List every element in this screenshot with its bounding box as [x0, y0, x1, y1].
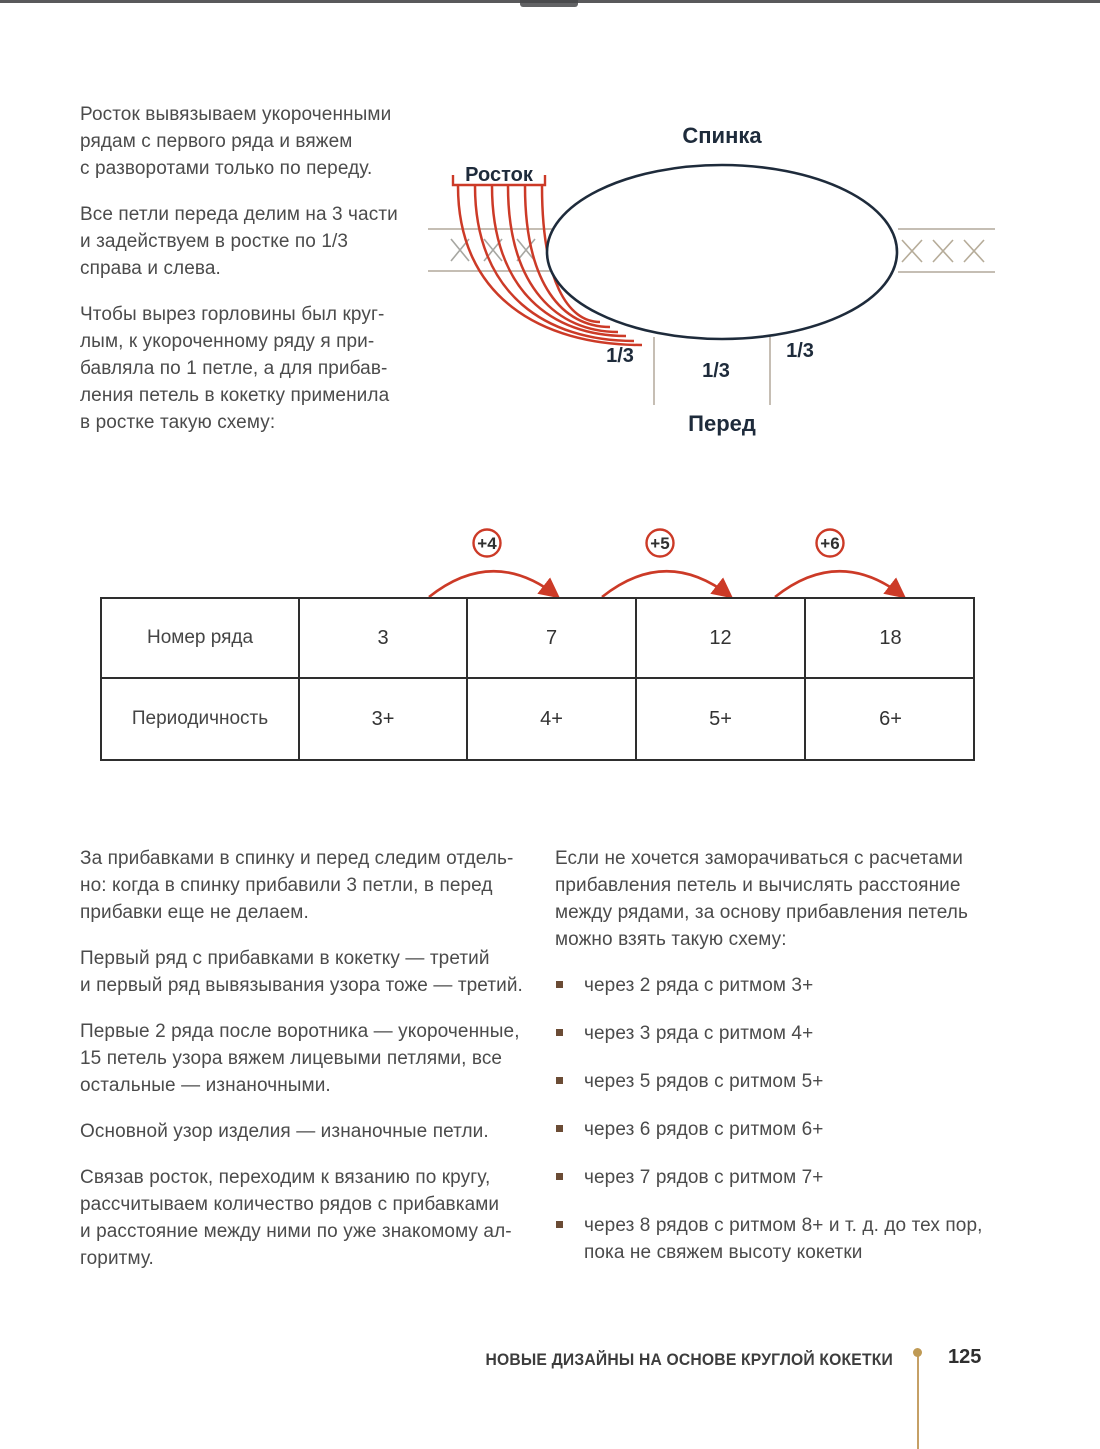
text-line: Чтобы вырез горловины был круг-	[80, 304, 385, 325]
arc-label-plus5: +5	[650, 534, 670, 553]
text-line: и задействуем в ростке по 1/3	[80, 231, 349, 252]
bottom-right-column	[555, 845, 1000, 1266]
list-item	[555, 1116, 1000, 1143]
page-pin-head	[913, 1348, 922, 1357]
text-line: в ростке такую схему:	[80, 412, 276, 433]
front-label: Перед	[688, 411, 756, 436]
text-line: и первый ряд вывязывания узора тоже — третий.	[80, 975, 523, 996]
text-line: через 3 ряда с ритмом 4+	[584, 1023, 814, 1044]
text-line: 15 петель узора вяжем лицевыми петлями, все	[80, 1048, 503, 1069]
text-line: и расстояние между ними по уже знакомому ал-	[80, 1221, 512, 1242]
intro-paragraph-3	[80, 301, 450, 436]
text-line: Первые 2 ряда после воротника — укороченные,	[80, 1021, 520, 1042]
text-line: лым, к укороченному ряду я при-	[80, 331, 375, 352]
text-line: рассчитываем количество рядов с прибавками	[80, 1194, 500, 1215]
paragraph	[80, 1018, 545, 1099]
list-item	[555, 1164, 1000, 1191]
stitch-x-marks-left	[451, 239, 535, 261]
page-number: 125	[948, 1346, 982, 1368]
page-pin-ornament	[917, 1352, 919, 1449]
text-line: прибавки еще не делаем.	[80, 902, 309, 923]
square-bullet-icon	[556, 1029, 563, 1036]
text-line: Основной узор изделия — изнаночные петли.	[80, 1121, 489, 1142]
text-line: бавляла по 1 петле, а для прибав-	[80, 358, 388, 379]
list-item	[555, 1020, 1000, 1047]
third-label-left: 1/3	[606, 345, 634, 367]
paragraph	[80, 1118, 545, 1145]
square-bullet-icon	[556, 981, 563, 988]
scan-top-bar-notch	[520, 0, 578, 7]
text-line: справа и слева.	[80, 258, 221, 279]
rostok-label: Росток	[465, 164, 533, 186]
increase-arcs-diagram	[410, 520, 990, 600]
list-item	[555, 1212, 1000, 1266]
text-line: горитму.	[80, 1248, 154, 1269]
square-bullet-icon	[556, 1173, 563, 1180]
list-item	[555, 1068, 1000, 1095]
periodicity-value: 5+	[637, 679, 806, 759]
intro-paragraph-2	[80, 201, 450, 282]
text-line: между рядами, за основу прибавления петель	[555, 902, 968, 923]
text-line: За прибавками в спинку и перед следим отдель-	[80, 848, 514, 869]
text-line: прибавления петель и вычислять расстояние	[555, 875, 961, 896]
text-line: через 8 рядов с ритмом 8+ и т. д. до тех пор,	[584, 1215, 983, 1236]
increase-arc-2	[602, 571, 730, 597]
text-line: пока не свяжем высоту кокетки	[584, 1242, 863, 1263]
paragraph	[555, 845, 1000, 953]
row-number-value: 7	[468, 599, 637, 679]
list-item	[555, 972, 1000, 999]
intro-text-column	[80, 101, 450, 436]
increase-arc-3	[775, 571, 903, 597]
text-line: Все петли переда делим на 3 части	[80, 204, 398, 225]
increase-table	[100, 597, 975, 761]
text-line: Если не хочется заморачиваться с расчетами	[555, 848, 963, 869]
text-line: Росток вывязываем укороченными	[80, 104, 392, 125]
arc-label-plus4: +4	[477, 534, 497, 553]
third-label-right: 1/3	[786, 340, 814, 362]
rhythm-bullet-list	[555, 972, 1000, 1266]
paragraph	[80, 945, 545, 999]
third-label-center: 1/3	[702, 360, 730, 382]
row-number-header: Номер ряда	[102, 599, 300, 679]
text-line: рядам с первого ряда и вяжем	[80, 131, 353, 152]
row-number-value: 18	[806, 599, 975, 679]
intro-paragraph-1	[80, 101, 450, 182]
text-line: можно взять такую схему:	[555, 929, 787, 950]
periodicity-value: 3+	[300, 679, 468, 759]
row-number-value: 12	[637, 599, 806, 679]
neckline-scheme-diagram	[420, 105, 1020, 450]
paragraph	[80, 1164, 545, 1272]
row-number-value: 3	[300, 599, 468, 679]
neckline-ellipse	[547, 165, 897, 339]
arc-label-plus6: +6	[820, 534, 840, 553]
section-title: НОВЫЕ ДИЗАЙНЫ НА ОСНОВЕ КРУГЛОЙ КОКЕТКИ	[485, 1351, 893, 1369]
square-bullet-icon	[556, 1077, 563, 1084]
stitch-x-marks-right	[902, 240, 984, 262]
text-line: через 6 рядов с ритмом 6+	[584, 1119, 824, 1140]
text-line: с разворотами только по переду.	[80, 158, 373, 179]
text-line: ления петель в кокетку применила	[80, 385, 390, 406]
square-bullet-icon	[556, 1221, 563, 1228]
paragraph	[80, 845, 545, 926]
bottom-left-column	[80, 845, 545, 1272]
text-line: через 2 ряда с ритмом 3+	[584, 975, 814, 996]
increase-arc-1	[429, 571, 557, 597]
text-line: Первый ряд с прибавками в кокетку — третий	[80, 948, 490, 969]
text-line: остальные — изнаночными.	[80, 1075, 331, 1096]
periodicity-value: 6+	[879, 707, 902, 730]
square-bullet-icon	[556, 1125, 563, 1132]
periodicity-header: Периодичность	[102, 679, 300, 759]
text-line: Связав росток, переходим к вязанию по кругу,	[80, 1167, 491, 1188]
text-line: через 7 рядов с ритмом 7+	[584, 1167, 824, 1188]
back-label: Спинка	[682, 123, 762, 148]
text-line: но: когда в спинку прибавили 3 петли, в перед	[80, 875, 493, 896]
periodicity-value: 4+	[468, 679, 637, 759]
text-line: через 5 рядов с ритмом 5+	[584, 1071, 824, 1092]
